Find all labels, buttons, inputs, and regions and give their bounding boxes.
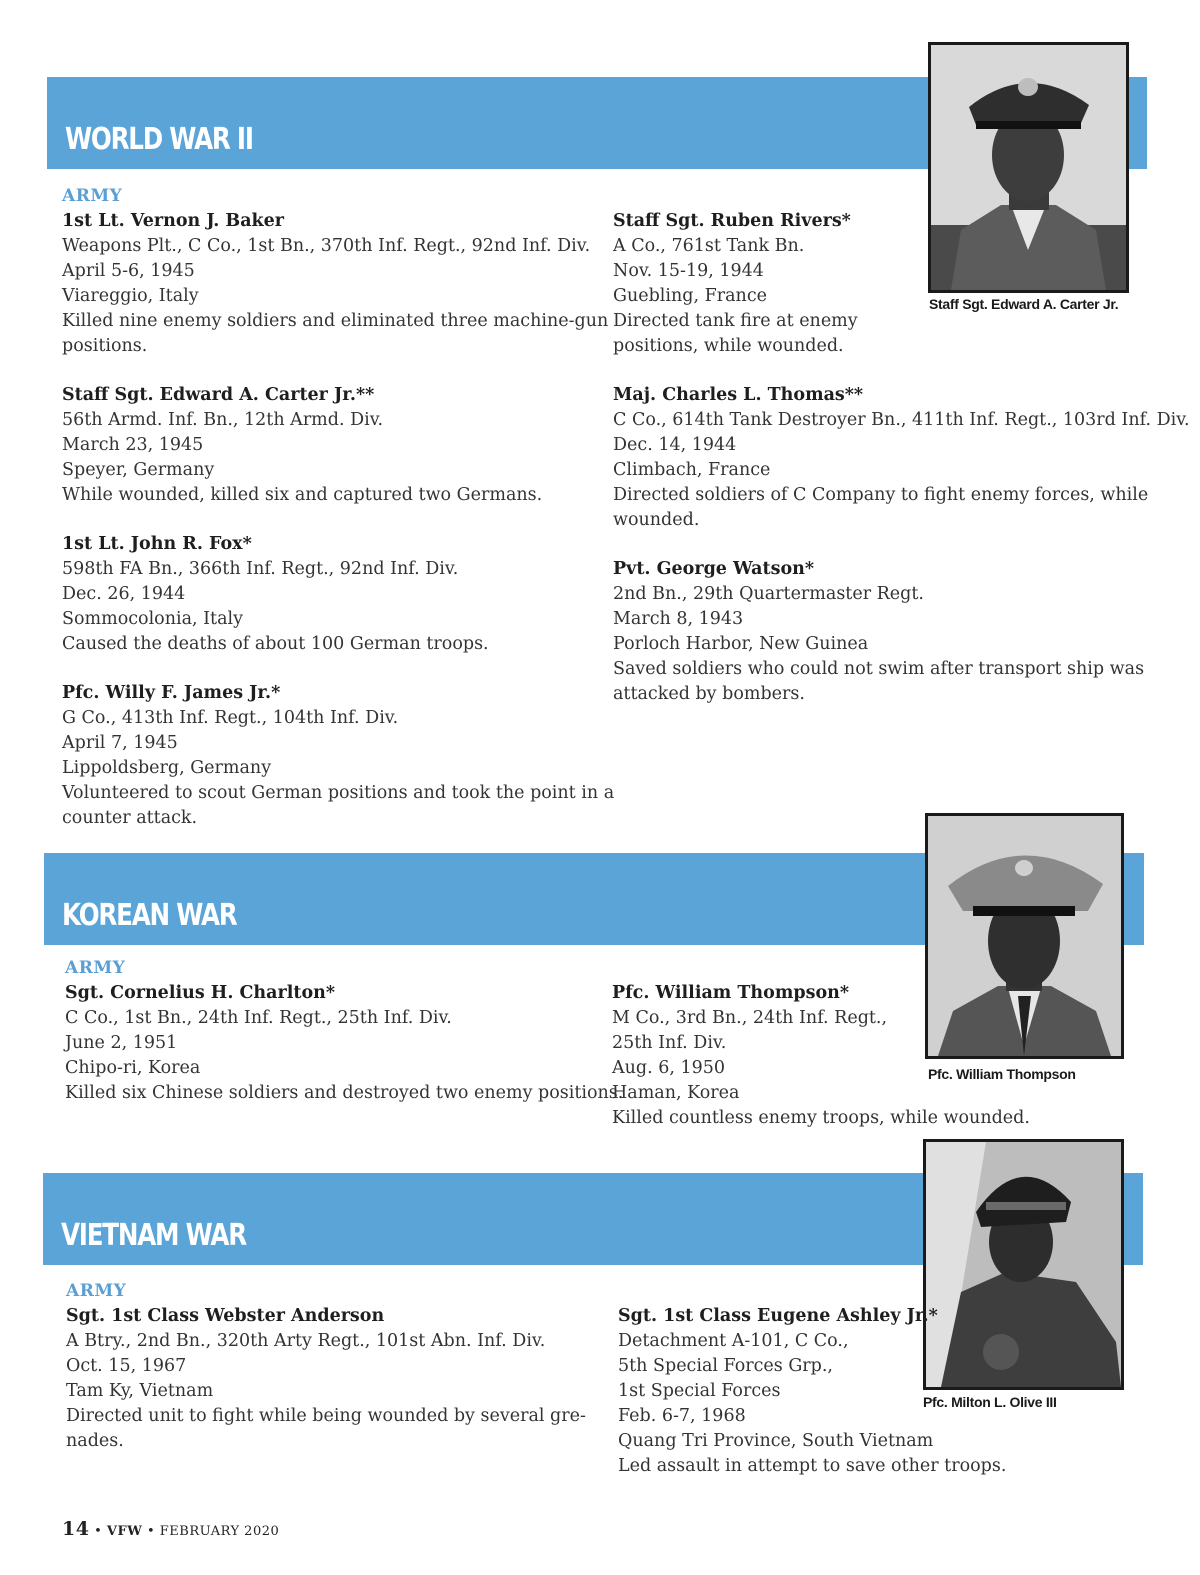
action-cont: nades. <box>66 1431 124 1451</box>
unit: 56th Armd. Inf. Bn., 12th Armd. Div. <box>62 410 384 430</box>
date: Oct. 15, 1967 <box>66 1356 187 1376</box>
recipient-entry <box>62 383 542 508</box>
action: Volunteered to scout German positions and took the point in a <box>62 783 615 803</box>
unit: Weapons Plt., C Co., 1st Bn., 370th Inf. Regt., 92nd Inf. Div. <box>62 236 591 256</box>
action: Caused the deaths of about 100 German troops. <box>62 634 489 654</box>
recipient-name: Sgt. 1st Class Eugene Ashley Jr.* <box>618 1306 938 1326</box>
issue-date: FEBRUARY 2020 <box>159 1524 280 1539</box>
action: Killed nine enemy soldiers and eliminated three machine-gun <box>62 311 609 331</box>
location: Lippoldsberg, Germany <box>62 758 272 778</box>
unit: M Co., 3rd Bn., 24th Inf. Regt., <box>612 1008 888 1028</box>
action: Directed tank fire at enemy <box>613 311 858 331</box>
unit: 598th FA Bn., 366th Inf. Regt., 92nd Inf. Div. <box>62 559 459 579</box>
unit-cont: 1st Special Forces <box>618 1381 781 1401</box>
page-footer <box>62 1518 279 1540</box>
location: Climbach, France <box>613 460 771 480</box>
recipient-name: Staff Sgt. Edward A. Carter Jr.** <box>62 385 375 405</box>
recipient-name: Sgt. Cornelius H. Charlton* <box>65 983 335 1003</box>
date: Dec. 26, 1944 <box>62 584 186 604</box>
recipient-entry <box>65 981 623 1106</box>
unit: C Co., 614th Tank Destroyer Bn., 411th Inf. Regt., 103rd Inf. Div. <box>613 410 1190 430</box>
recipient-name: Staff Sgt. Ruben Rivers* <box>613 211 851 231</box>
photo-caption-olive: Pfc. Milton L. Olive III <box>923 1394 1057 1410</box>
recipient-name: Maj. Charles L. Thomas** <box>613 385 864 405</box>
date: March 23, 1945 <box>62 435 204 455</box>
date: Nov. 15-19, 1944 <box>613 261 764 281</box>
recipient-entry <box>618 1304 1006 1479</box>
section-title: VIETNAM WAR <box>61 1218 246 1253</box>
recipient-entry <box>62 532 489 657</box>
location: Quang Tri Province, South Vietnam <box>618 1431 934 1451</box>
branch-label: ARMY <box>62 186 123 206</box>
recipient-entry <box>66 1304 586 1454</box>
location: Guebling, France <box>613 286 767 306</box>
recipient-name: Sgt. 1st Class Webster Anderson <box>66 1306 385 1326</box>
unit: C Co., 1st Bn., 24th Inf. Regt., 25th Inf. Div. <box>65 1008 452 1028</box>
action: Led assault in attempt to save other troops. <box>618 1456 1007 1476</box>
recipient-name: Pfc. William Thompson* <box>612 983 849 1003</box>
action: Directed unit to fight while being wounded by several gre- <box>66 1406 586 1426</box>
action: While wounded, killed six and captured two Germans. <box>62 485 543 505</box>
date: Feb. 6-7, 1968 <box>618 1406 746 1426</box>
date: April 7, 1945 <box>62 733 178 753</box>
action-cont: wounded. <box>613 510 700 530</box>
date: June 2, 1951 <box>65 1033 178 1053</box>
recipient-name: 1st Lt. Vernon J. Baker <box>62 211 285 231</box>
action: Directed soldiers of C Company to fight enemy forces, while <box>613 485 1149 505</box>
unit: A Co., 761st Tank Bn. <box>613 236 805 256</box>
recipient-entry <box>613 209 858 359</box>
location: Porloch Harbor, New Guinea <box>613 634 869 654</box>
unit: 2nd Bn., 29th Quartermaster Regt. <box>613 584 924 604</box>
separator: • <box>94 1524 103 1539</box>
recipient-name: Pfc. Willy F. James Jr.* <box>62 683 281 703</box>
location: Chipo-ri, Korea <box>65 1058 201 1078</box>
location: Tam Ky, Vietnam <box>66 1381 214 1401</box>
recipient-entry <box>62 681 614 831</box>
branch-label: ARMY <box>65 958 126 978</box>
photo-caption-thompson: Pfc. William Thompson <box>928 1066 1076 1082</box>
branch-label: ARMY <box>66 1281 127 1301</box>
recipient-entry <box>613 557 1144 707</box>
unit-cont: 5th Special Forces Grp., <box>618 1356 833 1376</box>
unit: G Co., 413th Inf. Regt., 104th Inf. Div. <box>62 708 399 728</box>
action: Killed countless enemy troops, while wounded. <box>612 1108 1030 1128</box>
location: Haman, Korea <box>612 1083 740 1103</box>
unit: A Btry., 2nd Bn., 320th Arty Regt., 101st Abn. Inf. Div. <box>66 1331 546 1351</box>
date: March 8, 1943 <box>613 609 744 629</box>
date: Aug. 6, 1950 <box>612 1058 726 1078</box>
action-cont: positions. <box>62 336 148 356</box>
page-number: 14 <box>62 1518 90 1540</box>
section-title: WORLD WAR II <box>65 122 253 157</box>
recipient-entry <box>613 383 1190 533</box>
section-title: KOREAN WAR <box>62 898 237 933</box>
action: Saved soldiers who could not swim after transport ship was <box>613 659 1145 679</box>
action-cont: attacked by bombers. <box>613 684 805 704</box>
unit: Detachment A-101, C Co., <box>618 1331 849 1351</box>
action-cont: positions, while wounded. <box>613 336 844 356</box>
location: Sommocolonia, Italy <box>62 609 244 629</box>
date: April 5-6, 1945 <box>62 261 195 281</box>
carter-photo <box>928 42 1129 293</box>
location: Speyer, Germany <box>62 460 215 480</box>
recipient-name: 1st Lt. John R. Fox* <box>62 534 252 554</box>
unit-cont: 25th Inf. Div. <box>612 1033 727 1053</box>
recipient-name: Pvt. George Watson* <box>613 559 814 579</box>
recipient-entry <box>62 209 608 359</box>
magazine-name: VFW <box>106 1524 143 1539</box>
date: Dec. 14, 1944 <box>613 435 737 455</box>
action: Killed six Chinese soldiers and destroyed two enemy positions. <box>65 1083 624 1103</box>
location: Viareggio, Italy <box>62 286 199 306</box>
separator: • <box>146 1524 156 1539</box>
recipient-entry <box>612 981 1030 1131</box>
photo-caption-carter: Staff Sgt. Edward A. Carter Jr. <box>929 296 1119 312</box>
action-cont: counter attack. <box>62 808 198 828</box>
